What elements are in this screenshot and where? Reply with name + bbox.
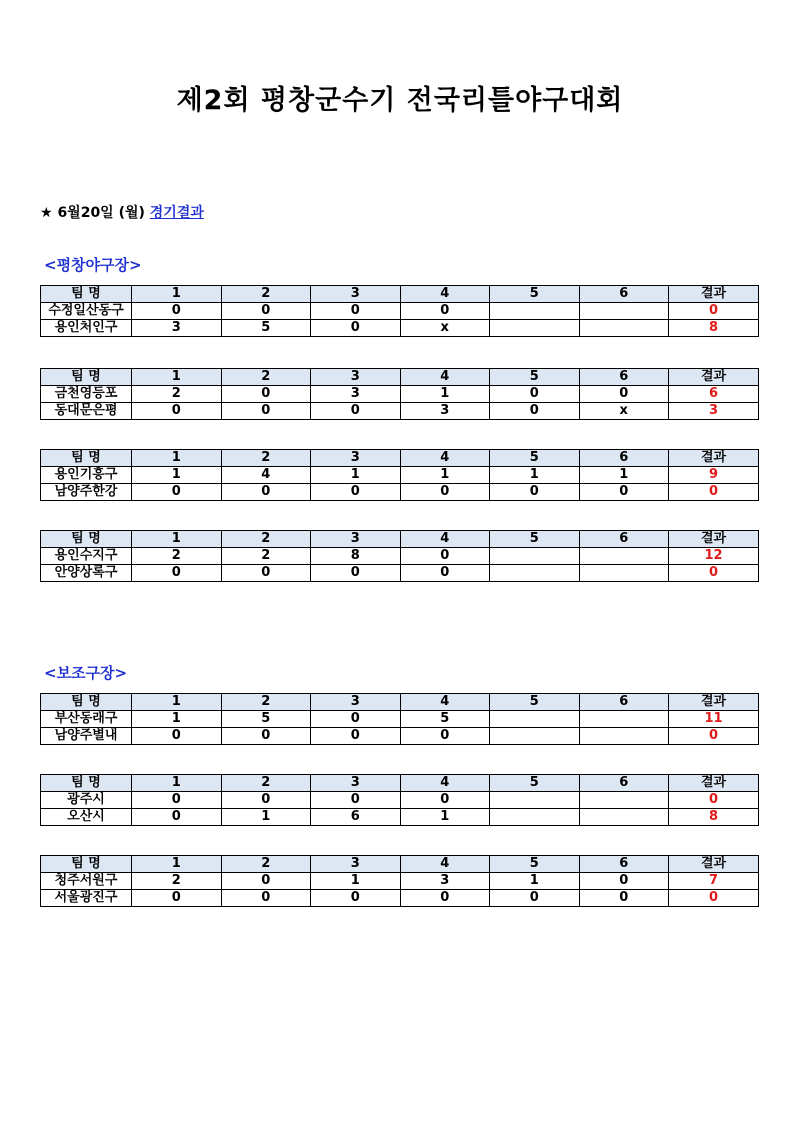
inning-score: 0 [221,403,311,420]
inning-score: 1 [579,467,669,484]
header-inning-2: 2 [221,775,311,792]
header-inning-2: 2 [221,531,311,548]
header-inning-2: 2 [221,450,311,467]
header-result: 결과 [669,775,759,792]
header-team: 팀 명 [41,694,132,711]
table-row [41,484,759,501]
final-score: 8 [669,320,759,337]
inning-score: 0 [400,303,490,320]
final-score: 6 [669,386,759,403]
header-inning-4: 4 [400,450,490,467]
header-inning-1: 1 [132,369,222,386]
header-inning-6: 6 [579,856,669,873]
inning-score: 0 [221,386,311,403]
inning-score [579,792,669,809]
inning-score: 0 [132,484,222,501]
inning-score: 0 [311,711,401,728]
table-row [41,809,759,826]
team-name: 오산시 [41,809,132,826]
header-inning-2: 2 [221,856,311,873]
inning-score: 0 [132,728,222,745]
header-inning-2: 2 [221,369,311,386]
score-table [40,368,759,420]
score-table [40,774,759,826]
header-inning-6: 6 [579,450,669,467]
header-inning-2: 2 [221,286,311,303]
inning-score: 5 [400,711,490,728]
team-name: 동대문은평 [41,403,132,420]
final-score: 0 [669,484,759,501]
inning-score: 0 [221,792,311,809]
date-line [40,202,204,222]
inning-score: 0 [221,303,311,320]
inning-score: 0 [490,403,580,420]
table-row [41,711,759,728]
inning-score [490,792,580,809]
inning-score: 0 [311,728,401,745]
inning-score [579,320,669,337]
inning-score [490,548,580,565]
table-row [41,320,759,337]
inning-score: 0 [490,484,580,501]
header-team: 팀 명 [41,856,132,873]
inning-score: 0 [221,890,311,907]
inning-score: 0 [221,728,311,745]
inning-score [579,809,669,826]
score-table [40,855,759,907]
inning-score: 2 [221,548,311,565]
header-result: 결과 [669,450,759,467]
header-inning-3: 3 [311,856,401,873]
header-inning-1: 1 [132,450,222,467]
inning-score: 1 [132,711,222,728]
final-score: 0 [669,303,759,320]
inning-score: 3 [400,403,490,420]
game-results-link[interactable]: 경기결과 [149,205,204,221]
inning-score: 8 [311,548,401,565]
inning-score: 0 [311,484,401,501]
header-team: 팀 명 [41,450,132,467]
header-inning-3: 3 [311,369,401,386]
inning-score: 4 [221,467,311,484]
team-name: 부산동래구 [41,711,132,728]
inning-score: 2 [132,548,222,565]
header-inning-4: 4 [400,694,490,711]
table-row [41,386,759,403]
inning-score: 0 [400,565,490,582]
inning-score: 0 [311,890,401,907]
inning-score: 3 [311,386,401,403]
header-inning-1: 1 [132,531,222,548]
header-team: 팀 명 [41,531,132,548]
header-inning-1: 1 [132,775,222,792]
header-inning-5: 5 [490,286,580,303]
inning-score: 0 [132,792,222,809]
table-header-row [41,775,759,792]
table-header-row [41,856,759,873]
inning-score [490,320,580,337]
final-score: 9 [669,467,759,484]
inning-score: 1 [490,467,580,484]
table-row [41,467,759,484]
table-header-row [41,286,759,303]
inning-score [579,548,669,565]
header-inning-6: 6 [579,286,669,303]
inning-score: 0 [579,484,669,501]
header-inning-3: 3 [311,694,401,711]
inning-score: x [579,403,669,420]
inning-score: 0 [579,890,669,907]
inning-score: 1 [400,467,490,484]
inning-score: x [400,320,490,337]
inning-score [579,303,669,320]
inning-score: 0 [400,792,490,809]
team-name: 광주시 [41,792,132,809]
inning-score: 0 [221,484,311,501]
inning-score: 0 [221,873,311,890]
inning-score: 0 [579,873,669,890]
inning-score: 0 [132,890,222,907]
header-inning-4: 4 [400,531,490,548]
inning-score: 1 [490,873,580,890]
inning-score: 5 [221,320,311,337]
inning-score: 0 [490,386,580,403]
game-date: 6월20일 (월) [57,205,145,221]
inning-score: 6 [311,809,401,826]
table-row [41,792,759,809]
final-score: 8 [669,809,759,826]
inning-score: 0 [132,403,222,420]
header-inning-4: 4 [400,775,490,792]
inning-score: 5 [221,711,311,728]
final-score: 7 [669,873,759,890]
score-table [40,693,759,745]
inning-score [579,711,669,728]
inning-score: 0 [490,890,580,907]
header-team: 팀 명 [41,286,132,303]
final-score: 12 [669,548,759,565]
score-table [40,285,759,337]
inning-score: 3 [132,320,222,337]
table-row [41,890,759,907]
inning-score: 0 [311,792,401,809]
inning-score: 0 [400,484,490,501]
header-inning-4: 4 [400,369,490,386]
team-name: 청주서원구 [41,873,132,890]
inning-score: 0 [221,565,311,582]
inning-score: 1 [311,873,401,890]
inning-score: 0 [400,890,490,907]
final-score: 3 [669,403,759,420]
inning-score: 0 [132,565,222,582]
team-name: 남양주별내 [41,728,132,745]
table-row [41,303,759,320]
header-inning-6: 6 [579,694,669,711]
inning-score: 2 [132,386,222,403]
page-title: 제2회 평창군수기 전국리틀야구대회 [176,85,624,116]
header-result: 결과 [669,694,759,711]
header-result: 결과 [669,531,759,548]
team-name: 용인수지구 [41,548,132,565]
inning-score: 0 [311,303,401,320]
header-inning-1: 1 [132,694,222,711]
inning-score: 1 [132,467,222,484]
inning-score [490,809,580,826]
table-row [41,548,759,565]
header-inning-3: 3 [311,286,401,303]
header-inning-1: 1 [132,856,222,873]
score-table [40,530,759,582]
header-inning-3: 3 [311,450,401,467]
inning-score [490,728,580,745]
header-inning-3: 3 [311,531,401,548]
team-name: 남양주한강 [41,484,132,501]
header-inning-2: 2 [221,694,311,711]
header-inning-4: 4 [400,286,490,303]
inning-score: 0 [311,565,401,582]
final-score: 0 [669,728,759,745]
header-inning-6: 6 [579,531,669,548]
table-row [41,403,759,420]
final-score: 0 [669,792,759,809]
team-name: 안양상록구 [41,565,132,582]
header-inning-6: 6 [579,369,669,386]
header-inning-5: 5 [490,369,580,386]
header-inning-6: 6 [579,775,669,792]
table-row [41,873,759,890]
inning-score: 0 [579,386,669,403]
team-name: 서울광진구 [41,890,132,907]
inning-score: 1 [311,467,401,484]
team-name: 금천영등포 [41,386,132,403]
inning-score [490,303,580,320]
inning-score [579,565,669,582]
inning-score [490,565,580,582]
inning-score [490,711,580,728]
inning-score: 0 [400,548,490,565]
table-header-row [41,531,759,548]
header-result: 결과 [669,369,759,386]
header-inning-3: 3 [311,775,401,792]
header-team: 팀 명 [41,775,132,792]
header-inning-1: 1 [132,286,222,303]
team-name: 수정일산동구 [41,303,132,320]
inning-score: 0 [132,809,222,826]
section-title-pyeongchang: <평창야구장> [44,256,142,274]
inning-score: 0 [132,303,222,320]
inning-score: 3 [400,873,490,890]
header-team: 팀 명 [41,369,132,386]
inning-score: 0 [400,728,490,745]
final-score: 11 [669,711,759,728]
table-header-row [41,450,759,467]
table-header-row [41,369,759,386]
final-score: 0 [669,565,759,582]
header-inning-5: 5 [490,694,580,711]
inning-score [579,728,669,745]
section-title-auxiliary: <보조구장> [44,664,128,682]
header-result: 결과 [669,286,759,303]
inning-score: 0 [311,320,401,337]
team-name: 용인기흥구 [41,467,132,484]
header-inning-5: 5 [490,531,580,548]
table-header-row [41,694,759,711]
final-score: 0 [669,890,759,907]
inning-score: 2 [132,873,222,890]
header-inning-5: 5 [490,450,580,467]
inning-score: 1 [400,809,490,826]
inning-score: 0 [311,403,401,420]
star-icon: ★ [40,205,53,221]
header-inning-5: 5 [490,775,580,792]
header-inning-5: 5 [490,856,580,873]
team-name: 용인처인구 [41,320,132,337]
inning-score: 1 [400,386,490,403]
header-inning-4: 4 [400,856,490,873]
table-row [41,728,759,745]
inning-score: 1 [221,809,311,826]
table-row [41,565,759,582]
score-table [40,449,759,501]
header-result: 결과 [669,856,759,873]
